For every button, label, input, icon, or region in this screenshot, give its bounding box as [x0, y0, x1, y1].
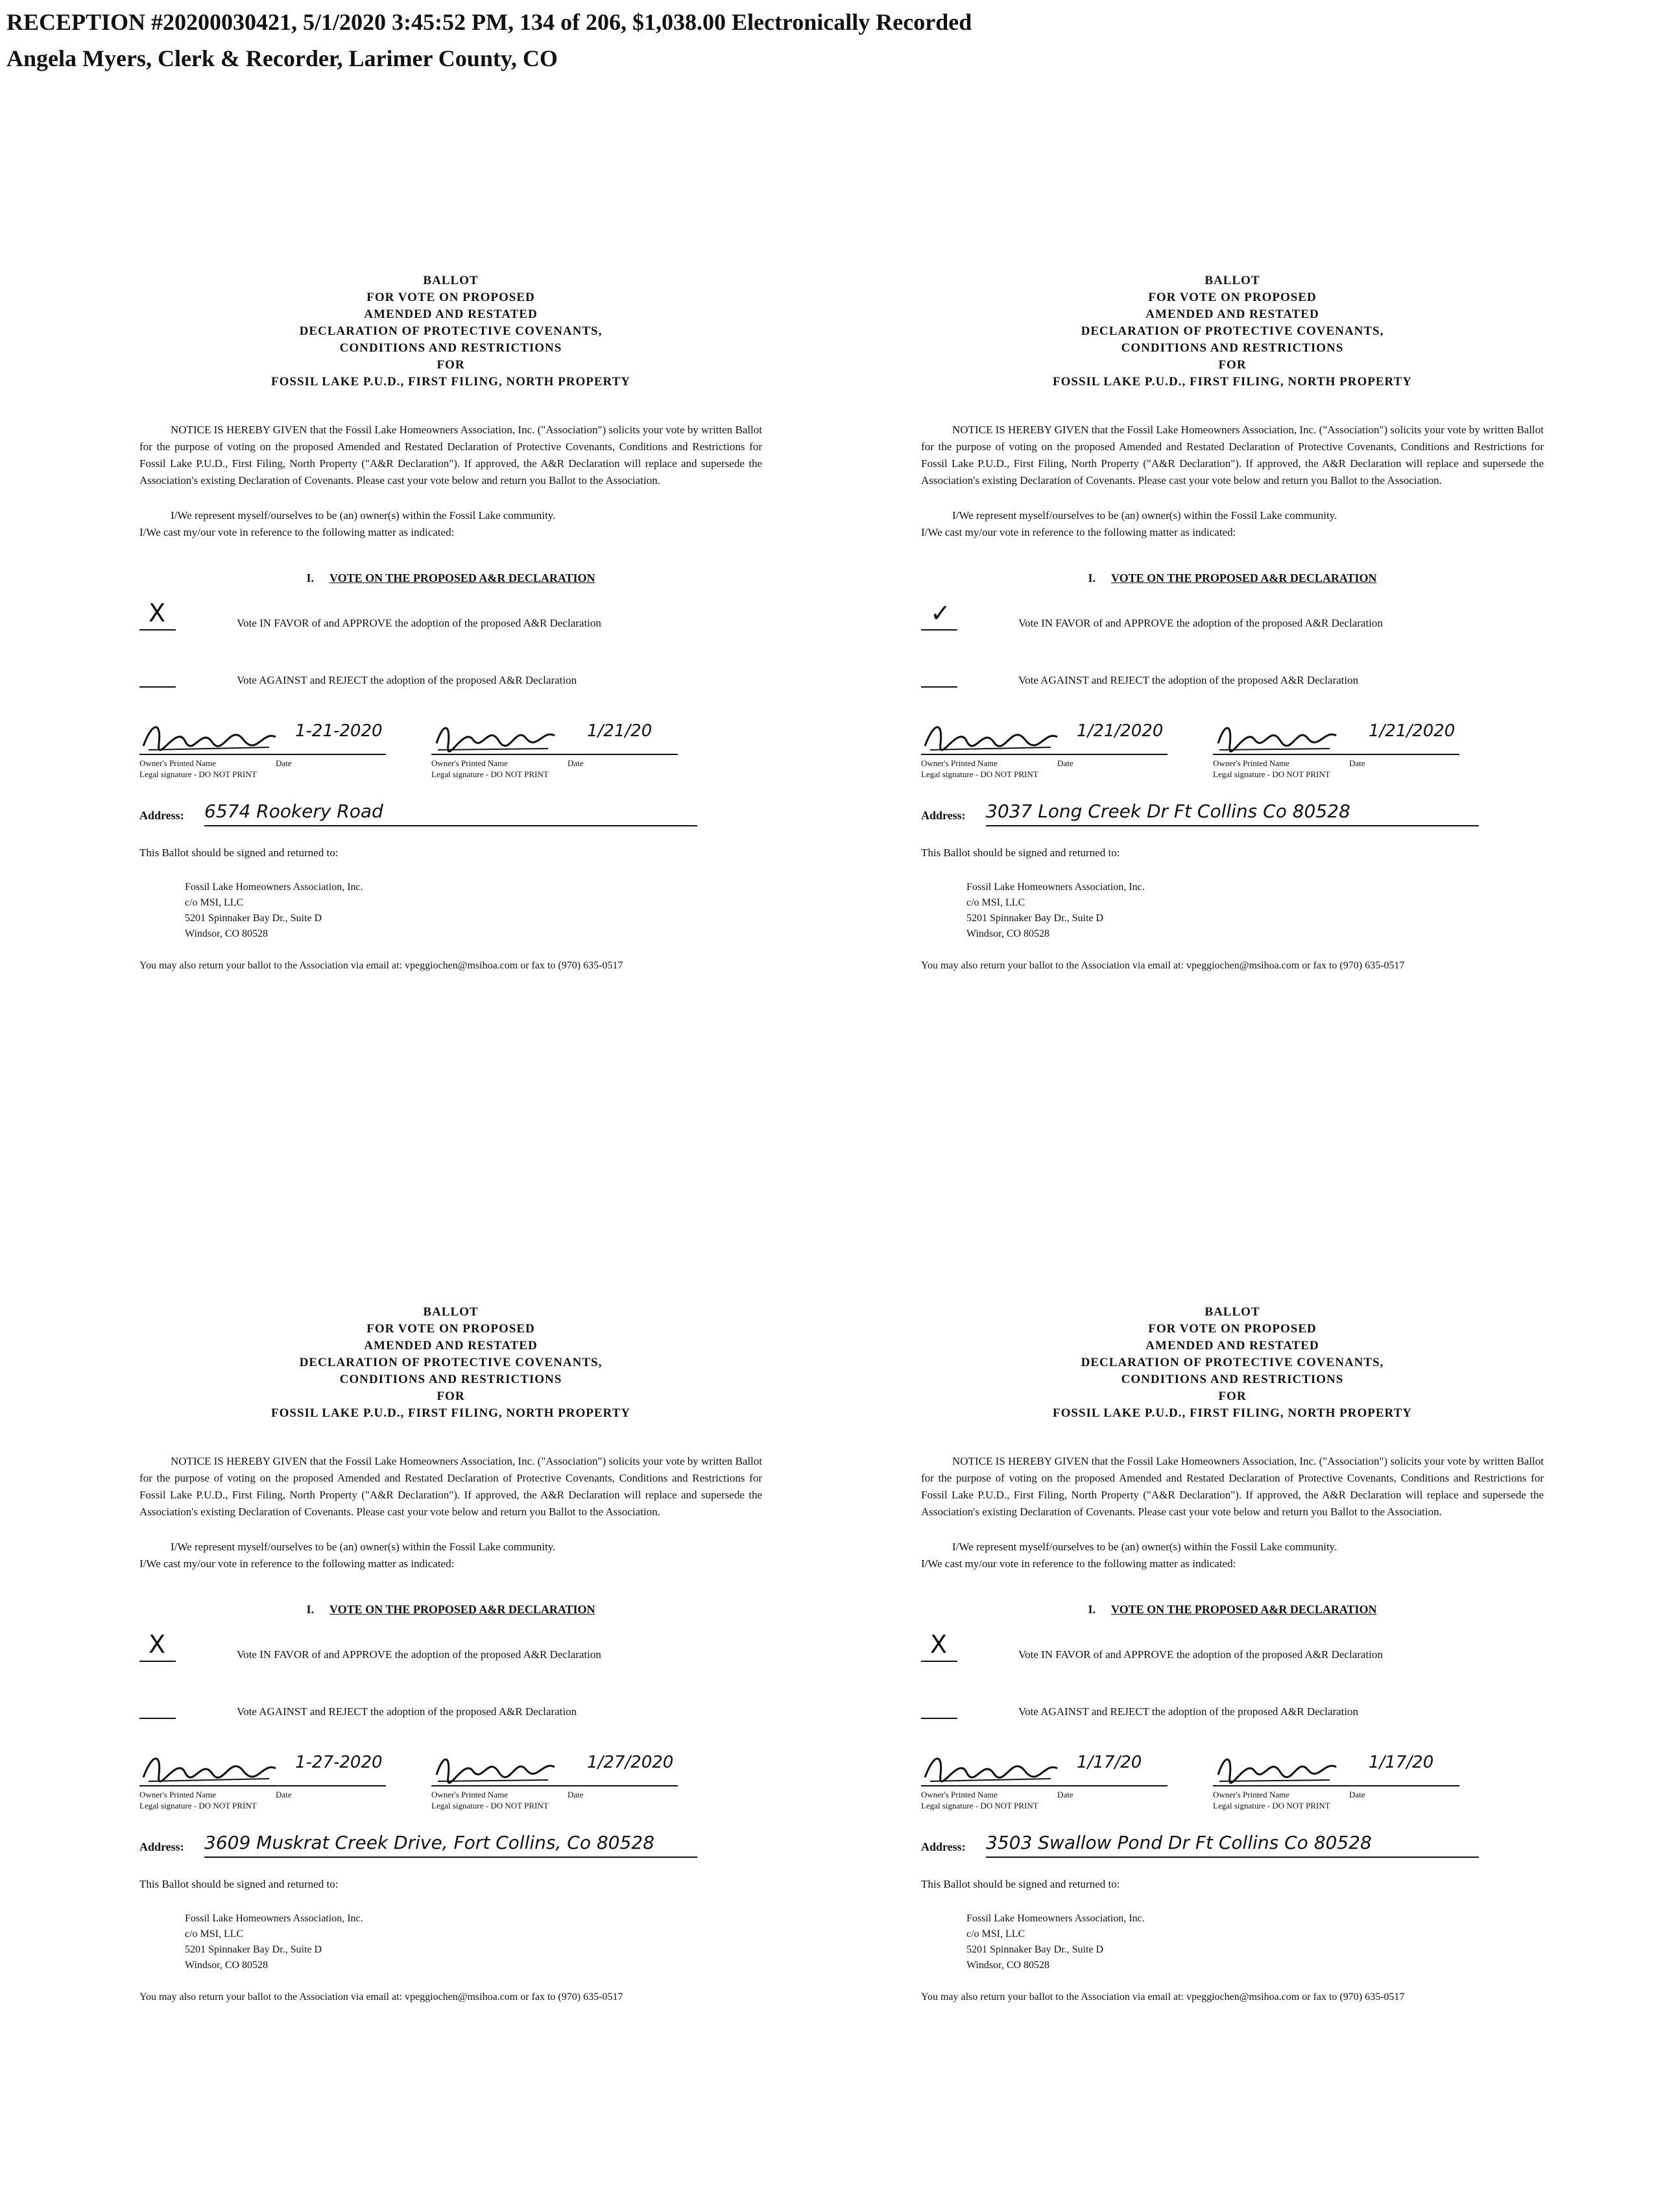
representation	[921, 1539, 1544, 1572]
signature-2-date: 1/27/2020	[587, 1753, 674, 1772]
vote-favor-mark: X	[930, 1630, 948, 1659]
signature-owner-1[interactable]	[139, 717, 399, 780]
title-line: BALLOT	[423, 274, 479, 287]
title-line: FOR VOTE ON PROPOSED	[1148, 1322, 1317, 1336]
handwritten-signature-1	[921, 1749, 1181, 1785]
vote-favor-blank[interactable]	[139, 629, 176, 631]
signature-1-date: 1-21-2020	[295, 721, 383, 741]
signature-owner-1[interactable]	[139, 1749, 399, 1811]
vote-favor-label: Vote IN FAVOR of and APPROVE the adoption of the proposed A&R Declaration	[1018, 617, 1383, 629]
title-line: DECLARATION OF PROTECTIVE COVENANTS,	[1081, 324, 1384, 338]
signature-1-labels	[139, 755, 399, 769]
return-instructions: This Ballot should be signed and returned to:	[139, 1878, 339, 1890]
address-label: Address:	[139, 1840, 184, 1853]
handwritten-signature-1	[139, 1749, 399, 1785]
title-line: BALLOT	[1205, 274, 1260, 287]
signature-2-date: 1/17/20	[1369, 1753, 1434, 1772]
representation	[139, 507, 762, 541]
date-label: Date	[1349, 1790, 1365, 1799]
handwritten-signature-2	[1213, 1749, 1472, 1785]
section-heading	[921, 570, 1544, 586]
title-line: CONDITIONS AND RESTRICTIONS	[1121, 1373, 1344, 1386]
vote-favor-mark: ✓	[930, 599, 951, 627]
handwritten-signature-1	[921, 717, 1181, 754]
assoc-line: Windsor, CO 80528	[185, 1960, 269, 1971]
association-address	[185, 1911, 762, 1973]
legal-signature-label: Legal signature - DO NOT PRINT	[921, 1801, 1038, 1810]
section-number: I.	[306, 1603, 314, 1616]
signature-block	[921, 717, 1544, 789]
section-heading	[139, 1601, 762, 1618]
assoc-line: 5201 Spinnaker Bay Dr., Suite D	[966, 913, 1104, 924]
assoc-line: Fossil Lake Homeowners Association, Inc.	[966, 882, 1145, 893]
title-line: CONDITIONS AND RESTRICTIONS	[339, 341, 562, 355]
vote-favor-label: Vote IN FAVOR of and APPROVE the adoption of the proposed A&R Declaration	[237, 1648, 601, 1661]
section-title: VOTE ON THE PROPOSED A&R DECLARATION	[329, 571, 595, 584]
ballot-title	[921, 272, 1544, 391]
assoc-line: c/o MSI, LLC	[966, 897, 1025, 908]
represent-vote: I/We cast my/our vote in reference to the following matter as indicated:	[921, 1557, 1236, 1570]
assoc-line: 5201 Spinnaker Bay Dr., Suite D	[185, 913, 322, 924]
assoc-line: Fossil Lake Homeowners Association, Inc.	[185, 882, 363, 893]
legal-signature-label: Legal signature - DO NOT PRINT	[1213, 769, 1330, 779]
title-line: AMENDED AND RESTATED	[364, 307, 538, 321]
signature-2-labels	[431, 1786, 691, 1801]
assoc-line: 5201 Spinnaker Bay Dr., Suite D	[966, 1944, 1104, 1955]
title-line: FOR	[437, 358, 465, 372]
vote-against-label: Vote AGAINST and REJECT the adoption of the proposed A&R Declaration	[237, 674, 577, 686]
vote-against-option[interactable]	[139, 1698, 762, 1732]
title-line: DECLARATION OF PROTECTIVE COVENANTS,	[299, 1356, 603, 1369]
representation	[921, 507, 1544, 541]
assoc-line: c/o MSI, LLC	[185, 897, 244, 908]
signature-2-labels	[431, 755, 691, 769]
title-line: FOSSIL LAKE P.U.D., FIRST FILING, NORTH PROPERTY	[271, 375, 630, 389]
owner-name-label: Owner's Printed Name	[1213, 1790, 1289, 1799]
title-line: DECLARATION OF PROTECTIVE COVENANTS,	[299, 324, 603, 338]
vote-favor-blank[interactable]	[139, 1661, 176, 1662]
association-address	[966, 880, 1544, 942]
represent-owner: I/We represent myself/ourselves to be (an) owner(s) within the Fossil Lake community.	[171, 509, 556, 522]
section-title: VOTE ON THE PROPOSED A&R DECLARATION	[1110, 1603, 1377, 1616]
vote-favor-mark: X	[149, 1630, 166, 1659]
assoc-line: 5201 Spinnaker Bay Dr., Suite D	[185, 1944, 322, 1955]
owner-name-label: Owner's Printed Name	[921, 758, 998, 768]
owner-name-label: Owner's Printed Name	[1213, 758, 1289, 768]
ballot-top-left	[139, 272, 762, 1070]
recording-header	[6, 4, 972, 77]
address-field[interactable]: 3609 Muskrat Creek Drive, Fort Collins, Co 80528	[204, 1829, 697, 1858]
email-fax-note: You may also return your ballot to the Association via email at: vpeggiochen@msihoa.com or fax to (970) 635-0517	[139, 1991, 623, 2002]
notice-paragraph: NOTICE IS HEREBY GIVEN that the Fossil Lake Homeowners Association, Inc. ("Association") solicits your vote by written Ballot for the purpose of voting on the proposed Amended and Restated Declaration of Protective Covenants, Conditions and Restrictions for Fossil Lake P.U.D., First Filing, North Property ("A&R Declaration"). If approved, the A&R Declaration will replace and supersede the Association's existing Declaration of Covenants. Please cast your vote below and return you Ballot to the Association.	[921, 424, 1544, 487]
title-line: BALLOT	[423, 1305, 479, 1319]
address-field[interactable]: 3503 Swallow Pond Dr Ft Collins Co 80528	[986, 1829, 1479, 1858]
title-line: FOSSIL LAKE P.U.D., FIRST FILING, NORTH PROPERTY	[271, 1406, 630, 1420]
return-instructions: This Ballot should be signed and returned to:	[921, 847, 1120, 859]
vote-favor-option[interactable]	[139, 1630, 762, 1675]
handwritten-signature-1	[139, 717, 399, 754]
date-label: Date	[1057, 758, 1073, 768]
ballot-title	[139, 272, 762, 391]
legal-signature-label: Legal signature - DO NOT PRINT	[139, 1801, 257, 1810]
signature-scribble-icon	[431, 1749, 561, 1785]
signature-1-date: 1-27-2020	[295, 1753, 383, 1772]
legal-signature-label: Legal signature - DO NOT PRINT	[139, 769, 257, 779]
assoc-line: c/o MSI, LLC	[966, 1929, 1025, 1940]
title-line: FOSSIL LAKE P.U.D., FIRST FILING, NORTH PROPERTY	[1053, 1406, 1412, 1420]
address-field[interactable]: 6574 Rookery Road	[204, 798, 697, 826]
clerk-line: Angela Myers, Clerk & Recorder, Larimer County, CO	[6, 45, 558, 71]
signature-block	[139, 1749, 762, 1820]
represent-vote: I/We cast my/our vote in reference to the following matter as indicated:	[139, 1557, 455, 1570]
vote-favor-blank[interactable]	[921, 1661, 957, 1662]
title-line: CONDITIONS AND RESTRICTIONS	[1121, 341, 1344, 355]
association-address	[185, 880, 762, 942]
email-fax-note: You may also return your ballot to the Association via email at: vpeggiochen@msihoa.com or fax to (970) 635-0517	[139, 960, 623, 971]
assoc-line: Windsor, CO 80528	[966, 1960, 1050, 1971]
vote-against-label: Vote AGAINST and REJECT the adoption of the proposed A&R Declaration	[1018, 674, 1359, 686]
date-label: Date	[1349, 758, 1365, 768]
signature-scribble-icon	[139, 717, 282, 754]
handwritten-signature-2	[1213, 717, 1472, 754]
vote-favor-option[interactable]	[921, 1630, 1544, 1675]
signature-block	[921, 1749, 1544, 1820]
owner-name-label: Owner's Printed Name	[139, 1790, 216, 1799]
signature-owner-2[interactable]	[1213, 1749, 1472, 1811]
signature-owner-2[interactable]	[431, 717, 691, 780]
email-fax-note: You may also return your ballot to the Association via email at: vpeggiochen@msihoa.com or fax to (970) 635-0517	[921, 960, 1405, 971]
legal-signature-label: Legal signature - DO NOT PRINT	[431, 1801, 549, 1810]
assoc-line: Fossil Lake Homeowners Association, Inc.	[966, 1913, 1145, 1924]
title-line: FOR	[1218, 358, 1247, 372]
legal-signature-label: Legal signature - DO NOT PRINT	[431, 769, 549, 779]
address-row	[921, 798, 1544, 832]
owner-name-label: Owner's Printed Name	[139, 758, 216, 768]
title-line: AMENDED AND RESTATED	[1145, 307, 1319, 321]
vote-favor-mark: X	[149, 599, 166, 627]
title-line: FOSSIL LAKE P.U.D., FIRST FILING, NORTH PROPERTY	[1053, 375, 1412, 389]
signature-2-labels	[1213, 1786, 1472, 1801]
vote-favor-option[interactable]	[921, 599, 1544, 643]
signature-scribble-icon	[431, 717, 561, 754]
notice-paragraph: NOTICE IS HEREBY GIVEN that the Fossil Lake Homeowners Association, Inc. ("Association") solicits your vote by written Ballot for the purpose of voting on the proposed Amended and Restated Declaration of Protective Covenants, Conditions and Restrictions for Fossil Lake P.U.D., First Filing, North Property ("A&R Declaration"). If approved, the A&R Declaration will replace and supersede the Association's existing Declaration of Covenants. Please cast your vote below and return you Ballot to the Association.	[139, 424, 762, 487]
signature-2-date: 1/21/2020	[1369, 721, 1456, 741]
section-number: I.	[1088, 571, 1096, 584]
notice-paragraph: NOTICE IS HEREBY GIVEN that the Fossil Lake Homeowners Association, Inc. ("Association") solicits your vote by written Ballot for the purpose of voting on the proposed Amended and Restated Declaration of Protective Covenants, Conditions and Restrictions for Fossil Lake P.U.D., First Filing, North Property ("A&R Declaration"). If approved, the A&R Declaration will replace and supersede the Association's existing Declaration of Covenants. Please cast your vote below and return you Ballot to the Association.	[139, 1455, 762, 1518]
ballot-title	[139, 1304, 762, 1422]
section-title: VOTE ON THE PROPOSED A&R DECLARATION	[1110, 571, 1377, 584]
vote-against-blank[interactable]	[139, 686, 176, 688]
represent-owner: I/We represent myself/ourselves to be (an) owner(s) within the Fossil Lake community.	[952, 509, 1337, 522]
title-line: BALLOT	[1205, 1305, 1260, 1319]
vote-against-option[interactable]	[921, 667, 1544, 701]
owner-name-label: Owner's Printed Name	[431, 1790, 508, 1799]
date-label: Date	[568, 1790, 584, 1799]
assoc-line: Windsor, CO 80528	[966, 928, 1050, 939]
return-instructions: This Ballot should be signed and returned to:	[139, 847, 339, 859]
title-line: FOR VOTE ON PROPOSED	[366, 291, 535, 304]
handwritten-signature-2	[431, 1749, 691, 1785]
vote-against-blank[interactable]	[921, 1718, 957, 1719]
signature-1-labels	[139, 1786, 399, 1801]
title-line: FOR	[1218, 1389, 1247, 1403]
ballot-bottom-right	[921, 1304, 1544, 2102]
signature-1-date: 1/21/2020	[1077, 721, 1164, 741]
section-title: VOTE ON THE PROPOSED A&R DECLARATION	[329, 1603, 595, 1616]
signature-scribble-icon	[139, 1749, 282, 1785]
section-heading	[921, 1601, 1544, 1618]
representation	[139, 1539, 762, 1572]
vote-against-label: Vote AGAINST and REJECT the adoption of the proposed A&R Declaration	[237, 1705, 577, 1718]
vote-favor-blank[interactable]	[921, 629, 957, 631]
signature-owner-2[interactable]	[1213, 717, 1472, 780]
handwritten-signature-2	[431, 717, 691, 754]
notice-paragraph: NOTICE IS HEREBY GIVEN that the Fossil Lake Homeowners Association, Inc. ("Association") solicits your vote by written Ballot for the purpose of voting on the proposed Amended and Restated Declaration of Protective Covenants, Conditions and Restrictions for Fossil Lake P.U.D., First Filing, North Property ("A&R Declaration"). If approved, the A&R Declaration will replace and supersede the Association's existing Declaration of Covenants. Please cast your vote below and return you Ballot to the Association.	[921, 1455, 1544, 1518]
section-heading	[139, 570, 762, 586]
date-label: Date	[568, 758, 584, 768]
owner-name-label: Owner's Printed Name	[921, 1790, 998, 1799]
ballot-title	[921, 1304, 1544, 1422]
represent-owner: I/We represent myself/ourselves to be (an) owner(s) within the Fossil Lake community.	[171, 1541, 556, 1553]
title-line: FOR VOTE ON PROPOSED	[1148, 291, 1317, 304]
signature-owner-1[interactable]	[921, 1749, 1181, 1811]
reception-line: RECEPTION #20200030421, 5/1/2020 3:45:52 PM, 134 of 206, $1,038.00 Electronically Recorded	[6, 9, 972, 35]
vote-favor-label: Vote IN FAVOR of and APPROVE the adoption of the proposed A&R Declaration	[1018, 1648, 1383, 1661]
represent-owner: I/We represent myself/ourselves to be (an) owner(s) within the Fossil Lake community.	[952, 1541, 1337, 1553]
signature-scribble-icon	[921, 1749, 1064, 1785]
signature-2-labels	[1213, 755, 1472, 769]
vote-against-label: Vote AGAINST and REJECT the adoption of the proposed A&R Declaration	[1018, 1705, 1359, 1718]
address-field[interactable]: 3037 Long Creek Dr Ft Collins Co 80528	[986, 798, 1479, 826]
address-label: Address:	[139, 809, 184, 822]
vote-against-option[interactable]	[921, 1698, 1544, 1732]
ballot-bottom-left	[139, 1304, 762, 2102]
ballot-top-right	[921, 272, 1544, 1070]
title-line: AMENDED AND RESTATED	[364, 1339, 538, 1352]
assoc-line: c/o MSI, LLC	[185, 1929, 244, 1940]
date-label: Date	[1057, 1790, 1073, 1799]
vote-against-blank[interactable]	[921, 686, 957, 688]
title-line: DECLARATION OF PROTECTIVE COVENANTS,	[1081, 1356, 1384, 1369]
vote-against-option[interactable]	[139, 667, 762, 701]
date-label: Date	[276, 1790, 292, 1799]
address-row	[921, 1829, 1544, 1863]
address-label: Address:	[921, 809, 966, 822]
signature-block	[139, 717, 762, 789]
represent-vote: I/We cast my/our vote in reference to the following matter as indicated:	[921, 526, 1236, 538]
signature-1-labels	[921, 755, 1181, 769]
signature-1-labels	[921, 1786, 1181, 1801]
section-number: I.	[1088, 1603, 1096, 1616]
title-line: FOR VOTE ON PROPOSED	[366, 1322, 535, 1336]
email-fax-note: You may also return your ballot to the Association via email at: vpeggiochen@msihoa.com or fax to (970) 635-0517	[921, 1991, 1405, 2002]
association-address	[966, 1911, 1544, 1973]
signature-owner-1[interactable]	[921, 717, 1181, 780]
vote-favor-option[interactable]	[139, 599, 762, 643]
signature-1-date: 1/17/20	[1077, 1753, 1142, 1772]
signature-owner-2[interactable]	[431, 1749, 691, 1811]
title-line: AMENDED AND RESTATED	[1145, 1339, 1319, 1352]
return-instructions: This Ballot should be signed and returned to:	[921, 1878, 1120, 1890]
legal-signature-label: Legal signature - DO NOT PRINT	[921, 769, 1038, 779]
legal-signature-label: Legal signature - DO NOT PRINT	[1213, 1801, 1330, 1810]
date-label: Date	[276, 758, 292, 768]
address-row	[139, 1829, 762, 1863]
signature-scribble-icon	[1213, 1749, 1343, 1785]
title-line: CONDITIONS AND RESTRICTIONS	[339, 1373, 562, 1386]
vote-favor-label: Vote IN FAVOR of and APPROVE the adoption of the proposed A&R Declaration	[237, 617, 601, 629]
section-number: I.	[306, 571, 314, 584]
vote-against-blank[interactable]	[139, 1718, 176, 1719]
assoc-line: Fossil Lake Homeowners Association, Inc.	[185, 1913, 363, 1924]
address-row	[139, 798, 762, 832]
signature-2-date: 1/21/20	[587, 721, 653, 741]
signature-scribble-icon	[921, 717, 1064, 754]
represent-vote: I/We cast my/our vote in reference to the following matter as indicated:	[139, 526, 455, 538]
assoc-line: Windsor, CO 80528	[185, 928, 269, 939]
address-label: Address:	[921, 1840, 966, 1853]
signature-scribble-icon	[1213, 717, 1343, 754]
title-line: FOR	[437, 1389, 465, 1403]
owner-name-label: Owner's Printed Name	[431, 758, 508, 768]
